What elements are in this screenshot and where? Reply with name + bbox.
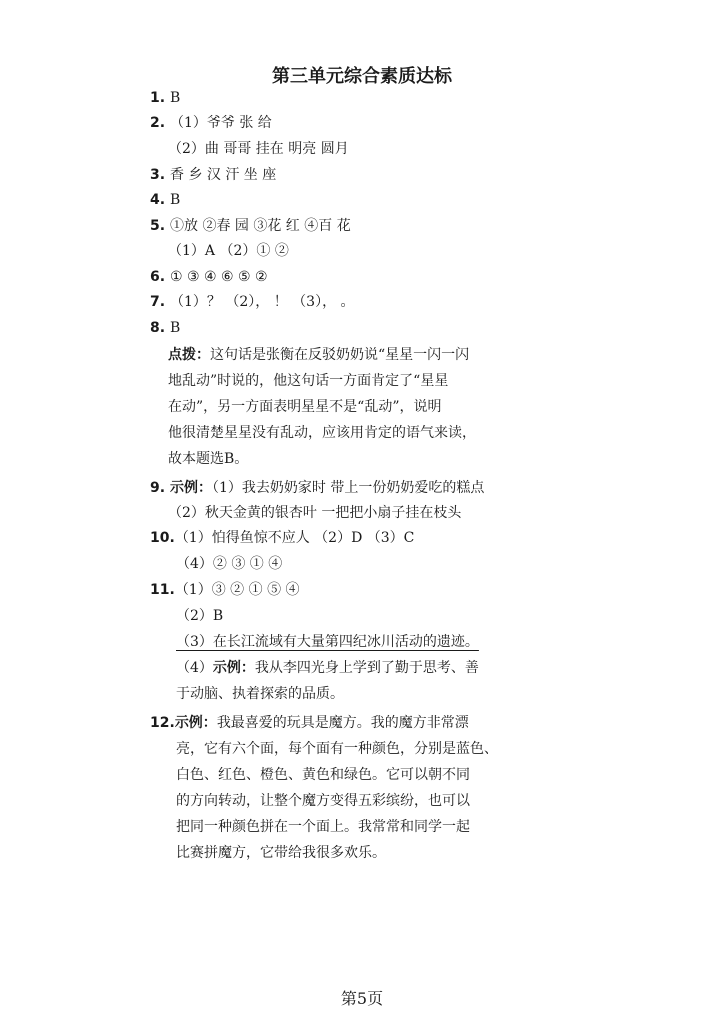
q11-line4-text: 我从李四光身上学到了勤于思考、善: [254, 660, 479, 676]
q4-answer: B: [170, 192, 181, 208]
q8-number: 8.: [150, 320, 166, 336]
q1: [150, 88, 180, 108]
page-number: 第5页: [340, 989, 384, 1008]
q11-line2: （2）B: [176, 608, 224, 624]
q11: [150, 580, 300, 600]
q11-line4-prefix: （4）: [176, 660, 213, 676]
q8: [150, 318, 180, 338]
q7-number: 7.: [150, 294, 166, 310]
q12-line: 把同一种颜色拼在一个面上。我常常和同学一起: [176, 819, 470, 835]
q2-line2: （2）曲 哥哥 挂在 明亮 圆月: [168, 141, 349, 157]
q9-number: 9.: [150, 480, 166, 496]
q8-explanation: [168, 342, 476, 472]
q9-line2: （2）秋天金黄的银杏叶 一把把小扇子挂在枝头: [168, 505, 462, 521]
q9: [150, 478, 484, 498]
q12-body: [176, 736, 498, 866]
q5: [150, 216, 351, 236]
q11-line4-label: 示例：: [212, 660, 255, 676]
q3-number: 3.: [150, 167, 166, 183]
q8-explanation-line: 点拨：这句话是张衡在反驳奶奶说“星星一闪一闪: [168, 347, 470, 363]
q3-answer: 香 乡 汉 汗 坐 座: [170, 167, 277, 183]
q3: [150, 165, 276, 185]
q12-line: 的方向转动，让整个魔方变得五彩缤纷，也可以: [176, 793, 470, 809]
q6-answer: ① ③ ④ ⑥ ⑤ ②: [170, 269, 268, 285]
q11-line4: [176, 658, 479, 678]
q12-line: 亮，它有六个面，每个面有一种颜色，分别是蓝色、: [176, 741, 498, 757]
q2-line1: （1）爷爷 张 给: [170, 115, 272, 131]
q9-label: 示例：: [170, 480, 212, 496]
q10-number: 10.: [150, 530, 175, 546]
q5-line2: （1）A （2）① ②: [168, 243, 289, 259]
q11-number: 11.: [150, 582, 175, 598]
q12: [150, 710, 469, 736]
q8-answer: B: [170, 320, 181, 336]
q11-line1: （1）③ ② ① ⑤ ④: [174, 582, 300, 598]
q2: [150, 113, 272, 133]
q8-label: 点拨：: [168, 347, 210, 363]
q8-explanation-line: 地乱动”时说的，他这句话一方面肯定了“星星: [168, 373, 449, 389]
q8-explanation-line: 在动”，另一方面表明星星不是“乱动”，说明: [168, 399, 442, 415]
q12-line: 比赛拼魔方，它带给我很多欢乐。: [176, 845, 386, 861]
q8-explanation-line: 他很清楚星星没有乱动，应该用肯定的语气来读，: [168, 425, 476, 441]
q10: [150, 528, 414, 548]
q12-number: 12.: [150, 715, 175, 731]
q11-line5: 于动脑、执着探索的品质。: [176, 686, 344, 702]
q12-label: 示例：: [174, 715, 217, 731]
q12-line: 白色、红色、橙色、黄色和绿色。它可以朝不同: [176, 767, 470, 783]
q4: [150, 190, 180, 210]
q1-answer: B: [170, 90, 181, 106]
q10-line1: （1）怕得鱼惊不应人 （2）D （3）C: [174, 530, 415, 546]
q5-number: 5.: [150, 218, 166, 234]
q10-line2: （4）② ③ ① ④: [176, 556, 283, 572]
q6: [150, 267, 268, 287]
q8-explanation-line: 故本题选B。: [168, 451, 249, 467]
q5-line1: ①放 ②春 园 ③花 红 ④百 花: [170, 218, 351, 234]
q7: [150, 292, 355, 312]
q1-number: 1.: [150, 90, 166, 106]
q9-line1: （1）我去奶奶家时 带上一份奶奶爱吃的糕点: [212, 480, 485, 496]
q7-answer: （1）？ （2）， ！ （3）， 。: [170, 294, 355, 310]
page-title: 第三单元综合素质达标: [272, 66, 452, 87]
q12-line: 12.示例：我最喜爱的玩具是魔方。我的魔方非常漂: [150, 710, 469, 736]
q2-number: 2.: [150, 115, 166, 131]
q11-line3: （3）在长江流域有大量第四纪冰川活动的遗迹。: [176, 634, 479, 650]
q6-number: 6.: [150, 269, 166, 285]
q4-number: 4.: [150, 192, 166, 208]
